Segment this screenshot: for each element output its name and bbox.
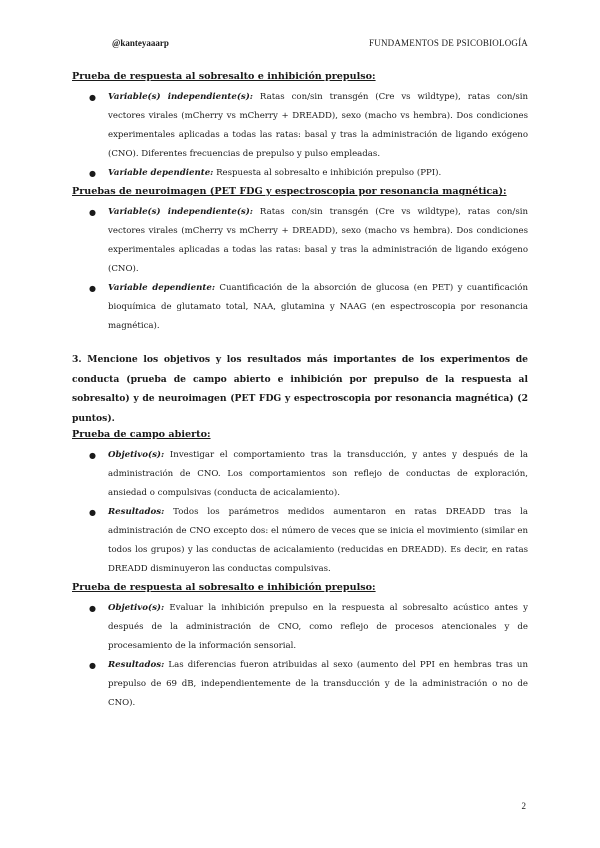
list-item xyxy=(72,88,528,164)
list-item xyxy=(72,503,528,579)
bullet-icon: ● xyxy=(89,93,96,102)
item-text: Respuesta al sobresalto e inhibición prepulso (PPI). xyxy=(216,168,442,178)
list-item xyxy=(72,279,528,336)
item-label: Variable(s) independiente(s): xyxy=(108,92,253,102)
item-label: Objetivo(s): xyxy=(108,603,165,613)
item-text: Evaluar la inhibición prepulso en la respuesta al sobresalto acústico antes y después de la administración de CNO, como reflejo de procesos atencionales y de procesamiento de la información sensorial. xyxy=(108,603,528,651)
bullet-icon: ● xyxy=(89,169,96,178)
list-item xyxy=(72,203,528,279)
bullet-icon: ● xyxy=(89,208,96,217)
item-label: Resultados: xyxy=(108,660,165,670)
page-number: 2 xyxy=(521,801,526,811)
author-handle: @kanteyaaarp xyxy=(112,38,169,48)
item-label: Objetivo(s): xyxy=(108,450,165,460)
bullet-list xyxy=(72,446,528,579)
section-title: Prueba de respuesta al sobresalto e inhibición prepulso: xyxy=(72,71,376,82)
bullet-icon: ● xyxy=(89,604,96,613)
bullet-list xyxy=(72,88,528,183)
section-title: Prueba de respuesta al sobresalto e inhibición prepulso: xyxy=(72,582,376,593)
bullet-icon: ● xyxy=(89,508,96,517)
item-label: Variable dependiente: xyxy=(108,168,214,178)
item-text: Las diferencias fueron atribuidas al sexo (aumento del PPI en hembras tras un prepulso de 69 dB, independientemente de la transducción y de la administración o no de CNO). xyxy=(108,660,528,708)
item-label: Variable(s) independiente(s): xyxy=(108,207,253,217)
list-item xyxy=(72,446,528,503)
question-heading: 3. Mencione los objetivos y los resultados más importantes de los experimentos de conducta (prueba de campo abierto e inhibición por prepulso de la respuesta al sobresalto) y de neuroimagen (PET FDG y espectroscopia por resonancia magnética) (2 puntos). xyxy=(72,354,528,424)
item-label: Resultados: xyxy=(108,507,165,517)
item-text: Cuantificación de la absorción de glucosa (en PET) y cuantificación bioquímica de glutamato total, NAA, glutamina y NAAG (en espectroscopia por resonancia magnética). xyxy=(108,283,528,331)
item-label: Variable dependiente: xyxy=(108,283,216,293)
item-text: Ratas con/sin transgén (Cre vs wildtype), ratas con/sin vectores virales (mCherry vs mCherry + DREADD), sexo (macho vs hembra). Dos condiciones experimentales aplicadas a todas las ratas: basal y tras la administración de ligando exógeno (CNO). xyxy=(108,207,529,274)
course-title: FUNDAMENTOS DE PSICOBIOLOGÍA xyxy=(369,38,528,48)
item-text: Ratas con/sin transgén (Cre vs wildtype), ratas con/sin vectores virales (mCherry vs mCherry + DREADD), sexo (macho vs hembra). Dos condiciones experimentales aplicadas a todas las ratas: basal y tras la administración de ligando exógeno (CNO). Diferentes frecuencias de prepulso y pulso empleadas. xyxy=(108,92,529,159)
bullet-icon: ● xyxy=(89,451,96,460)
list-item xyxy=(72,656,528,713)
section-title: Prueba de campo abierto: xyxy=(72,429,211,440)
bullet-icon: ● xyxy=(89,661,96,670)
bullet-list xyxy=(72,203,528,336)
page-content xyxy=(72,70,528,715)
bullet-list xyxy=(72,599,528,713)
item-text: Todos los parámetros medidos aumentaron en ratas DREADD tras la administración de CNO excepto dos: el número de veces que se inicia el movimiento (similar en todos los grupos) y las conductas de acicalamiento (reducidas en DREADD). Es decir, en ratas DREADD disminuyeron las conductas compulsivas. xyxy=(108,507,528,574)
page-header xyxy=(112,38,528,52)
list-item xyxy=(72,164,528,183)
list-item xyxy=(72,599,528,656)
bullet-icon: ● xyxy=(89,284,96,293)
section-title: Pruebas de neuroimagen (PET FDG y espectroscopia por resonancia magnética): xyxy=(72,186,507,197)
item-text: Investigar el comportamiento tras la transducción, y antes y después de la administración de CNO. Los comportamientos son reflejo de conductas de exploración, ansiedad o compulsivas (conducta de acicalamiento). xyxy=(108,450,528,498)
